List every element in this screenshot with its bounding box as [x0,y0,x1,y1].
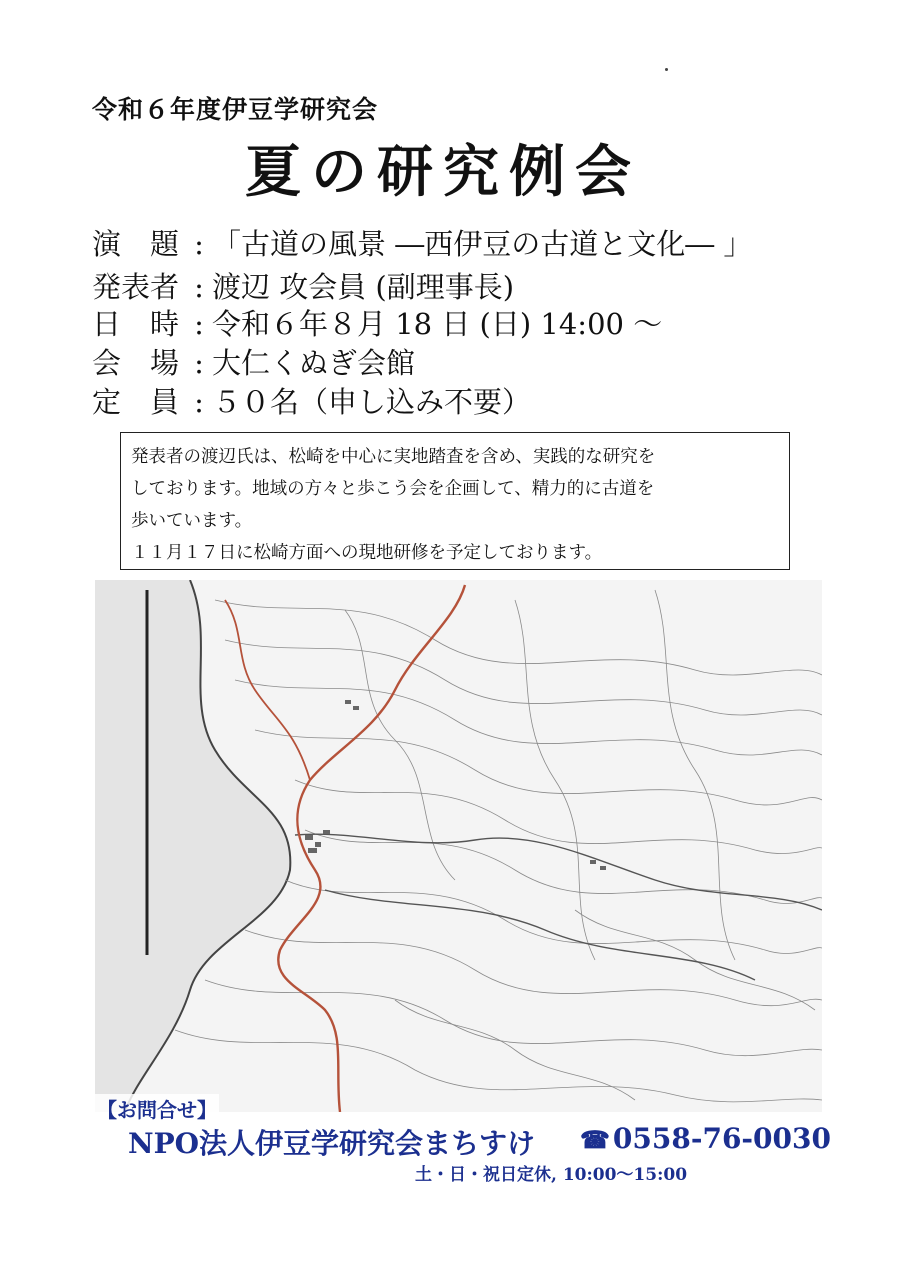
detail-row-datetime [92,302,662,343]
detail-row-capacity [92,380,531,421]
detail-value: 大仁くぬぎ会館 [212,346,416,380]
detail-row-venue [92,341,415,382]
detail-label: 演 題 [92,227,180,261]
description-line: 発表者の渡辺氏は、松崎を中心に実地踏査を含め、実践的な研究を [131,447,656,467]
description-box [120,432,790,570]
page-title: 夏の研究例会 [245,139,641,205]
detail-colon: : [194,307,204,341]
detail-colon: : [194,270,204,304]
contact-header: 【お問合せ】 [95,1094,219,1123]
detail-label: 定 員 [92,385,180,419]
detail-value: ５０名（申し込み不要） [212,385,532,419]
description-line: 歩いています。 [131,511,253,531]
detail-colon: : [194,385,204,419]
historical-topographic-map [95,580,822,1112]
speck [665,68,668,71]
phone-number-text: 0558-76-0030 [612,1122,831,1155]
detail-label: 日 時 [92,307,180,341]
detail-value: 「古道の風景 ―西伊豆の古道と文化― 」 [212,227,753,261]
detail-colon: : [194,227,204,261]
organization-name: NPO法人伊豆学研究会まちすけ [128,1127,536,1160]
description-line: しております。地域の方々と歩こう会を企画して、精力的に古道を [131,479,655,499]
description-line: １１月１７日に松崎方面への現地研修を予定しております。 [131,543,603,563]
phone-number[interactable] [580,1122,831,1155]
detail-row-presenter [92,265,514,306]
detail-value: 令和６年８月 18 日 (日) 14:00 ～ [212,307,663,341]
detail-label: 会 場 [92,346,180,380]
telephone-icon: ☎ [580,1125,610,1154]
detail-label: 発表者 [92,270,180,304]
business-hours: 土・日・祝日定休, 10:00～15:00 [415,1165,688,1185]
detail-value: 渡辺 攻会員 (副理事長) [212,270,515,304]
detail-row-topic [92,222,752,263]
event-series-subtitle: 令和６年度伊豆学研究会 [92,95,379,124]
detail-colon: : [194,346,204,380]
